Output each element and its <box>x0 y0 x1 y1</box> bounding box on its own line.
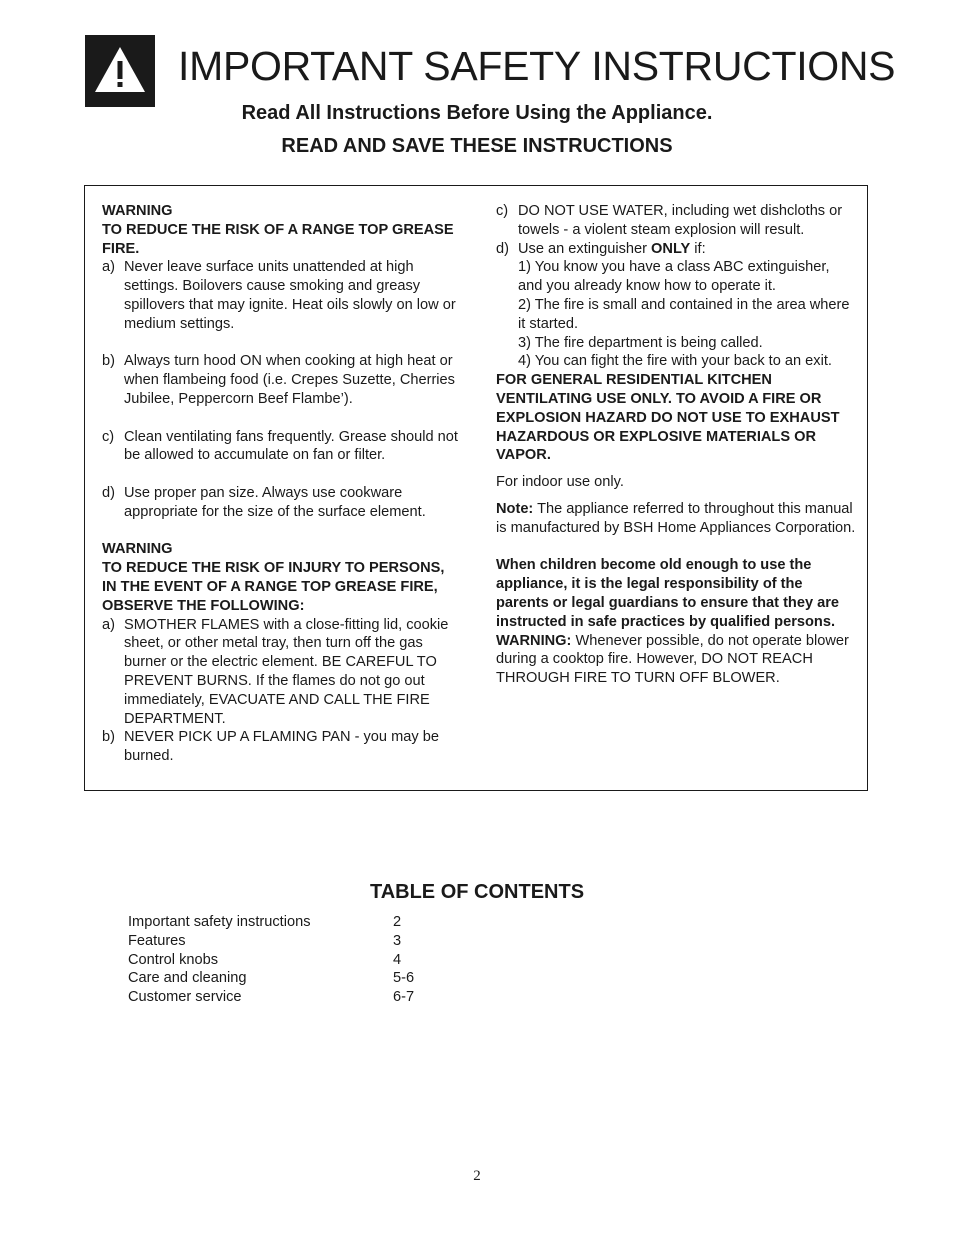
warning-1-heading: TO REDUCE THE RISK OF A RANGE TOP GREASE FIRE. <box>102 221 454 257</box>
list-item: b) NEVER PICK UP A FLAMING PAN - you may be burned. <box>102 729 439 765</box>
sub-list-item: 1) You know you have a class ABC extinguisher, and you already know how to operate it. <box>518 259 830 295</box>
left-column <box>102 202 462 766</box>
warning-2-title: WARNING <box>102 541 173 558</box>
sub-list-item: 2) The fire is small and contained in the area where it started. <box>518 296 850 332</box>
children-notice: When children become old enough to use the appliance, it is the legal responsibility of the parents or legal guardians to ensure that they are instructed in safe practices by qualified persons. <box>496 557 840 630</box>
safety-panel <box>84 185 868 791</box>
indoor-use-text: For indoor use only. <box>496 474 624 491</box>
toc-row: Control knobs 4 <box>128 951 402 968</box>
blower-warning: WARNING: Whenever possible, do not operate blower during a cooktop fire. However, DO NOT REACH THROUGH FIRE TO TURN OFF BLOWER. <box>496 632 849 687</box>
table-of-contents <box>128 913 414 1007</box>
list-item: c) DO NOT USE WATER, including wet dishcloths or towels - a violent steam explosion will result. <box>496 203 843 238</box>
toc-title: TABLE OF CONTENTS <box>369 881 585 903</box>
sub-list-item: 3) The fire department is being called. <box>518 334 763 351</box>
subtitle-read-save: READ AND SAVE THESE INSTRUCTIONS <box>281 135 673 157</box>
toc-row: Important safety instructions 2 <box>128 914 402 930</box>
general-warning: FOR GENERAL RESIDENTIAL KITCHEN VENTILATING USE ONLY. TO AVOID A FIRE OR EXPLOSION HAZARD DO NOT USE TO EXHAUST HAZARDOUS OR EXPLOSIVE MATERIALS OR VAPOR. <box>496 372 840 464</box>
list-item: c) Clean ventilating fans frequently. Grease should not be allowed to accumulate on fan or filter. <box>102 428 458 464</box>
warning-2-heading: TO REDUCE THE RISK OF INJURY TO PERSONS, IN THE EVENT OF A RANGE TOP GREASE FIRE, OBSERVE THE FOLLOWING: <box>102 560 445 614</box>
toc-row: Care and cleaning 5-6 <box>128 970 415 987</box>
warning-box <box>85 35 155 107</box>
page-title: IMPORTANT SAFETY INSTRUCTIONS <box>178 43 896 89</box>
toc-row: Features 3 <box>128 932 402 949</box>
list-item: d) Use an extinguisher ONLY if: <box>496 240 706 257</box>
warning-1-title: WARNING <box>102 203 173 219</box>
list-item: a) Never leave surface units unattended at high settings. Boilovers cause smoking and greasy spillovers that may ignite. Heat oils slowly on low or medium settings. <box>102 259 456 332</box>
toc-row: Customer service 6-7 <box>128 989 415 1006</box>
list-item: b) Always turn hood ON when cooking at high heat or when flambeing food (i.e. Crepes Suzette, Cherries Jubilee, Peppercorn Beef Flambe’). <box>102 353 455 407</box>
page-number: 2 <box>473 1168 481 1184</box>
warning-triangle-icon <box>93 45 147 95</box>
subtitle-read-all: Read All Instructions Before Using the Appliance. <box>241 102 713 124</box>
right-column <box>496 202 856 688</box>
sub-list-item: 4) You can fight the fire with your back to an exit. <box>518 353 832 370</box>
manufacturer-note: Note: The appliance referred to throughout this manual is manufactured by BSH Home Appliances Corporation. <box>496 500 856 536</box>
list-item: d) Use proper pan size. Always use cookware appropriate for the size of the surface element. <box>102 484 426 520</box>
list-item: a) SMOTHER FLAMES with a close-fitting lid, cookie sheet, or other metal tray, then turn off the gas burner or the electric element. BE CAREFUL TO PREVENT BURNS. If the flames do not go out immediately, EVACUATE AND CALL THE FIRE DEPARTMENT. <box>102 616 449 727</box>
